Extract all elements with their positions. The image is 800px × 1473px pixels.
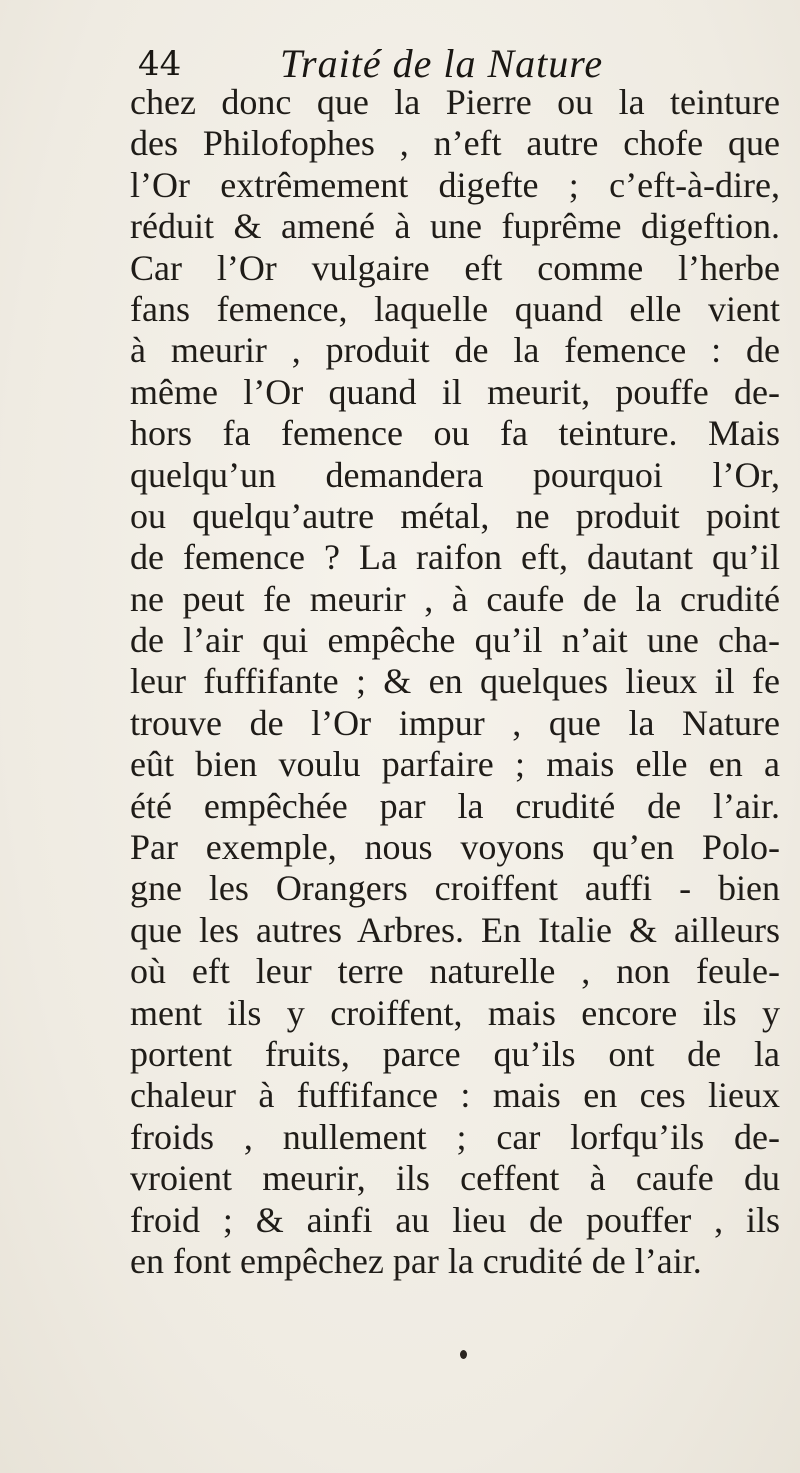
text-line: en font empêchez par la crudité de l’air. — [130, 1240, 702, 1281]
text-line: Car l’Or vulgaire eft comme l’herbe — [130, 247, 780, 288]
text-line: froids , nullement ; car lorfqu’ils de- — [130, 1116, 780, 1157]
text-line: de l’air qui empêche qu’il n’ait une cha- — [130, 620, 780, 661]
text-line: trouve de l’Or impur , que la Nature — [130, 702, 780, 743]
text-line: froid ; & ainfi au lieu de pouffer , ils — [130, 1199, 780, 1240]
text-line: réduit & amené à une fuprême digeftion. — [130, 206, 780, 247]
running-title: Traité de la Nature — [280, 41, 604, 86]
text-line: quelqu’un demandera pourquoi l’Or, — [130, 454, 780, 495]
text-line: ou quelqu’autre métal, ne produit point — [130, 495, 780, 536]
text-line: à meurir , produit de la femence : de — [130, 330, 780, 371]
text-line: l’Or extrêmement digefte ; c’eft-à-dire, — [130, 164, 780, 205]
text-line: portent fruits, parce qu’ils ont de la — [130, 1033, 780, 1074]
text-line: où eft leur terre naturelle , non feule- — [130, 951, 780, 992]
text-line: hors fa femence ou fa teinture. Mais — [130, 413, 780, 454]
text-line: ne peut fe meurir , à caufe de la crudité — [130, 578, 780, 619]
text-line: été empêchée par la crudité de l’air. — [130, 785, 780, 826]
text-line: fans femence, laquelle quand elle vient — [130, 288, 780, 329]
text-line: leur fuffifante ; & en quelques lieux il fe — [130, 661, 780, 702]
body-text — [130, 82, 780, 1282]
ink-speck — [460, 1350, 467, 1359]
text-line: eût bien voulu parfaire ; mais elle en a — [130, 744, 780, 785]
text-line: même l’Or quand il meurit, pouffe de- — [130, 371, 780, 412]
text-line: Par exemple, nous voyons qu’en Polo- — [130, 827, 780, 868]
page-number: 44 — [138, 44, 182, 84]
text-line: vroient meurir, ils ceffent à caufe du — [130, 1158, 780, 1199]
text-line: que les autres Arbres. En Italie & ailleurs — [130, 909, 780, 950]
text-line: de femence ? La raifon eft, dautant qu’il — [130, 537, 780, 578]
text-line: chez donc que la Pierre ou la teinture — [130, 82, 780, 122]
text-line: gne les Orangers croiffent auffi - bien — [130, 868, 780, 909]
text-line: ment ils y croiffent, mais encore ils y — [130, 992, 780, 1033]
text-line: des Philofophes , n’eft autre chofe que — [130, 123, 780, 164]
text-line: chaleur à fuffifance : mais en ces lieux — [130, 1075, 780, 1116]
